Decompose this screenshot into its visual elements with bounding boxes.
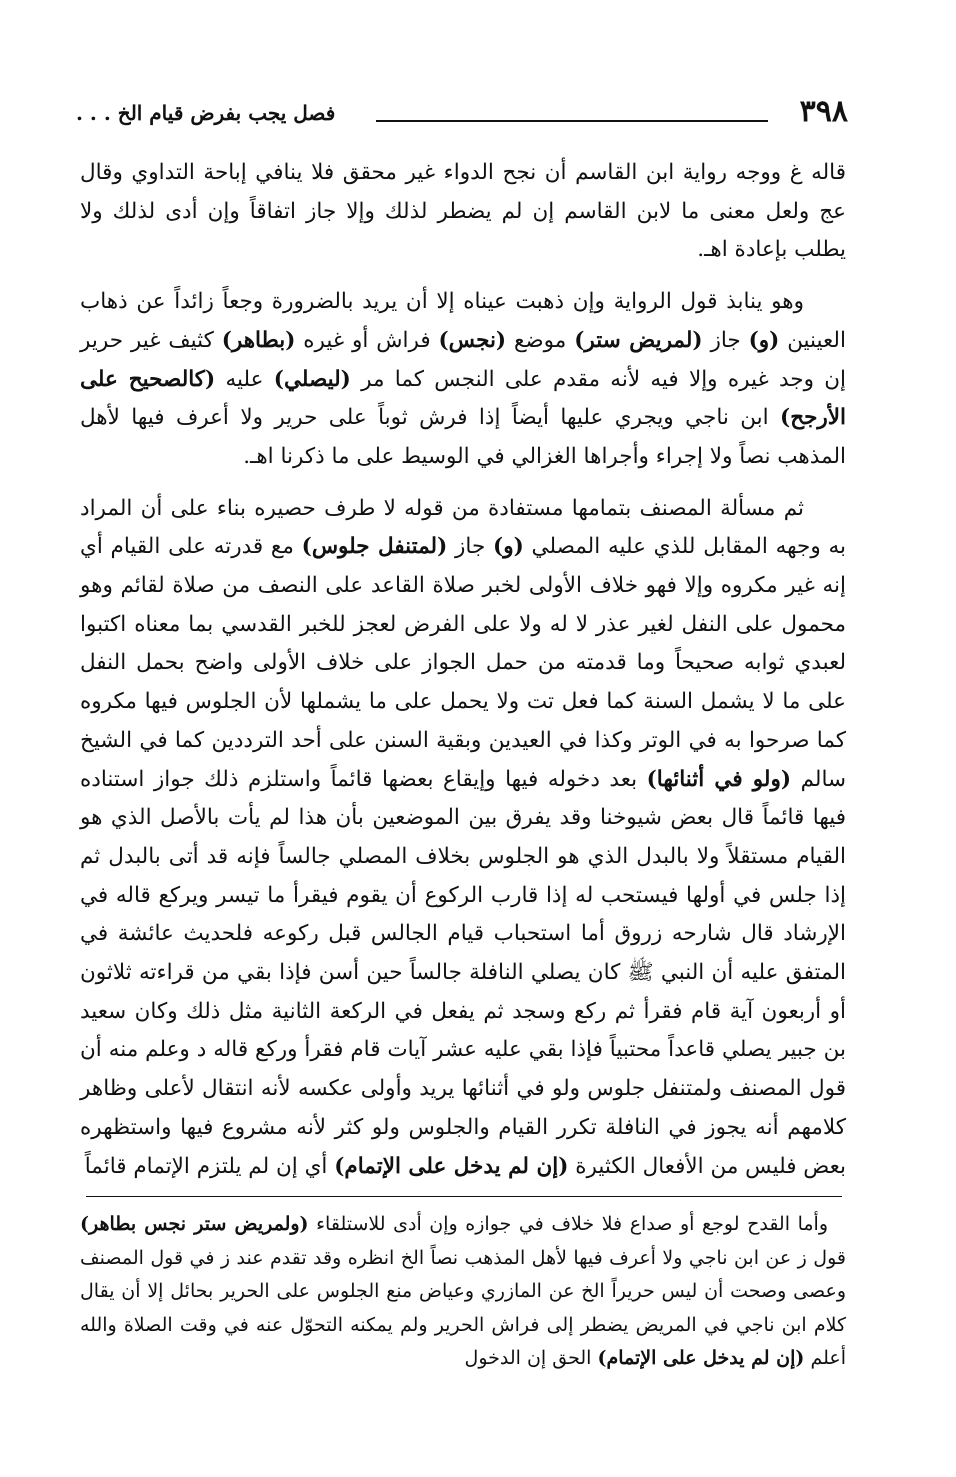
matn-phrase: (لمريض ستر) bbox=[574, 327, 703, 353]
text-run: فراش أو غيره bbox=[303, 327, 431, 353]
main-text bbox=[80, 154, 846, 1186]
text-run: قول ز عن ابن ناجي ولا أعرف فيها لأهل المذهب نصاً الخ انظره وقد تقدم عند ز في قول المصنف وعصى وصحت أن ليس حريراً الخ عن المازري وعياض منع الجلوس على الحرير بحائل إلا أن يقال كلام ابن ناجي في المريض يضطر إلى فراش الحرير ولم يمكنه التحوّل عنه في وقت الصلاة والله أعلم bbox=[80, 1246, 846, 1369]
matn-phrase: (و) bbox=[493, 534, 524, 560]
text-run: كثيف غير حرير إن وجد غيره وإلا فيه لأنه مقدم على النجس كما مر bbox=[80, 327, 846, 392]
page-number: ٣٩٨ bbox=[799, 94, 848, 129]
text-run: ابن ناجي ويجري عليها أيضاً إذا فرش ثوباً على حرير ولا أعرف فيها لأهل المذهب نصاً ولا إجراء وأجراها الغزالي في الوسيط على ما ذكرنا اهـ. bbox=[80, 405, 846, 469]
footnotes bbox=[80, 1208, 846, 1376]
matn-phrase: (بطاهر) bbox=[221, 327, 296, 353]
header-rule bbox=[376, 120, 768, 122]
chapter-title: فصل يجب بفرض قيام الخ . . . bbox=[76, 101, 336, 125]
paragraph bbox=[80, 283, 846, 477]
paragraph bbox=[80, 490, 846, 1187]
matn-phrase: (إن لم يدخل على الإتمام) bbox=[334, 1153, 569, 1179]
text-run: قاله غ ووجه رواية ابن القاسم أن نجح الدواء غير محقق فلا ينافي إباحة التداوي وقال عج ولعل معنى ما لابن القاسم إن لم يضطر لذلك وإلا جاز اتفاقاً وإن أدى لذلك ولا يطلب بإعادة اهـ. bbox=[80, 160, 846, 263]
text-run: موضع bbox=[513, 327, 567, 353]
matn-phrase: (ولو في أثنائها) bbox=[646, 766, 792, 792]
text-run: جاز bbox=[455, 534, 486, 560]
text-run: ثم مسألة المصنف بتمامها مستفادة من قوله لا طرف حصيره بناء على أن المراد به وجهه المقابل للذي عليه المصلي bbox=[80, 495, 846, 560]
text-run: بعد دخوله فيها وإيقاع بعضها قائماً واستلزم ذلك جواز استناده فيها قائماً قال بعض شيوخنا وقد يفرق بين الموضعين بأن هذا لم يأت بالأصل الذي هو القيام مستقلاً ولا بالبدل الذي هو الجلوس بخلاف المصلي جالساً فإنه قد أتى بالبدل ثم إذا جلس في أولها فيستحب له إذا قارب الركوع أن يقوم فيقرأ ما تيسر ويركع قاله في الإرشاد قال شارحه زروق أما استحباب قيام الجالس قبل ركوعه فلحديث عائشة في المتفق عليه أن النبي ﷺ كان يصلي النافلة جالساً حين أسن فإذا بقي من قراءته ثلاثون أو أربعون آية قام فقرأ ثم ركع وسجد ثم يفعل في الركعة الثانية مثل ذلك وكان سعيد بن جبير يصلي قاعداً محتبياً فإذا بقي عليه عشر آيات قام فقرأ وركع قاله د وعلم منه أن قول المصنف ولمتنفل جلوس ولو في أثنائها يريد وأولى عكسه لأنه انتقال لأعلى وظاهر كلامهم أنه يجوز في النافلة تكرر القيام والجلوس ولو كثر لأنه مشروع فيها واستظهره بعض فليس من الأفعال الكثيرة bbox=[80, 766, 846, 1179]
text-run: جاز bbox=[710, 327, 741, 353]
text-run: أي إن لم يلتزم الإتمام قائماً bbox=[84, 1153, 328, 1179]
paragraph bbox=[80, 154, 846, 270]
text-run: عليه bbox=[225, 366, 264, 392]
matn-phrase: (ولمريض ستر نجس بطاهر) bbox=[80, 1213, 309, 1235]
matn-phrase: (لمتنفل جلوس) bbox=[301, 534, 448, 560]
text-run: مع قدرته على القيام أي إنه غير مكروه وإلا فهو خلاف الأولى لخبر صلاة القاعد على النصف من صلاة لقائم وهو محمول على النفل لغير عذر لا له ولا على الفرض لعجز للخبر القدسي بما معناه اكتبوا لعبدي ثوابه صحيحاً وما قدمته من حمل الجواز على خلاف الأولى واضح بحمل النفل على ما لا يشمل السنة كما فعل تت ولا يحمل على ما يشملها لأن الجلوس فيها مكروه كما صرحوا به في الوتر وكذا في العيدين وبقية السنن على أحد الترددين كما في الشيخ سالم bbox=[80, 534, 847, 792]
running-header bbox=[76, 92, 848, 136]
footnote-separator bbox=[86, 1196, 842, 1197]
text-run: وأما القدح لوجع أو صداع فلا خلاف في جوازه وإن أدى للاستلقاء bbox=[316, 1213, 829, 1235]
matn-phrase: (نجس) bbox=[438, 327, 507, 353]
matn-phrase: (إن لم يدخل على الإتمام) bbox=[597, 1347, 805, 1369]
footnote-paragraph bbox=[80, 1208, 846, 1376]
matn-phrase: (كالصحيح على الأرجح) bbox=[80, 366, 846, 431]
matn-phrase: (و) bbox=[748, 327, 780, 353]
text-run: الحق إن الدخول bbox=[464, 1347, 592, 1369]
matn-phrase: (ليصلي) bbox=[273, 366, 351, 392]
text-run: وهو ينابذ قول الرواية وإن ذهبت عيناه إلا أن يريد بالضرورة وجعاً زائداً عن ذهاب العينين bbox=[80, 289, 846, 353]
